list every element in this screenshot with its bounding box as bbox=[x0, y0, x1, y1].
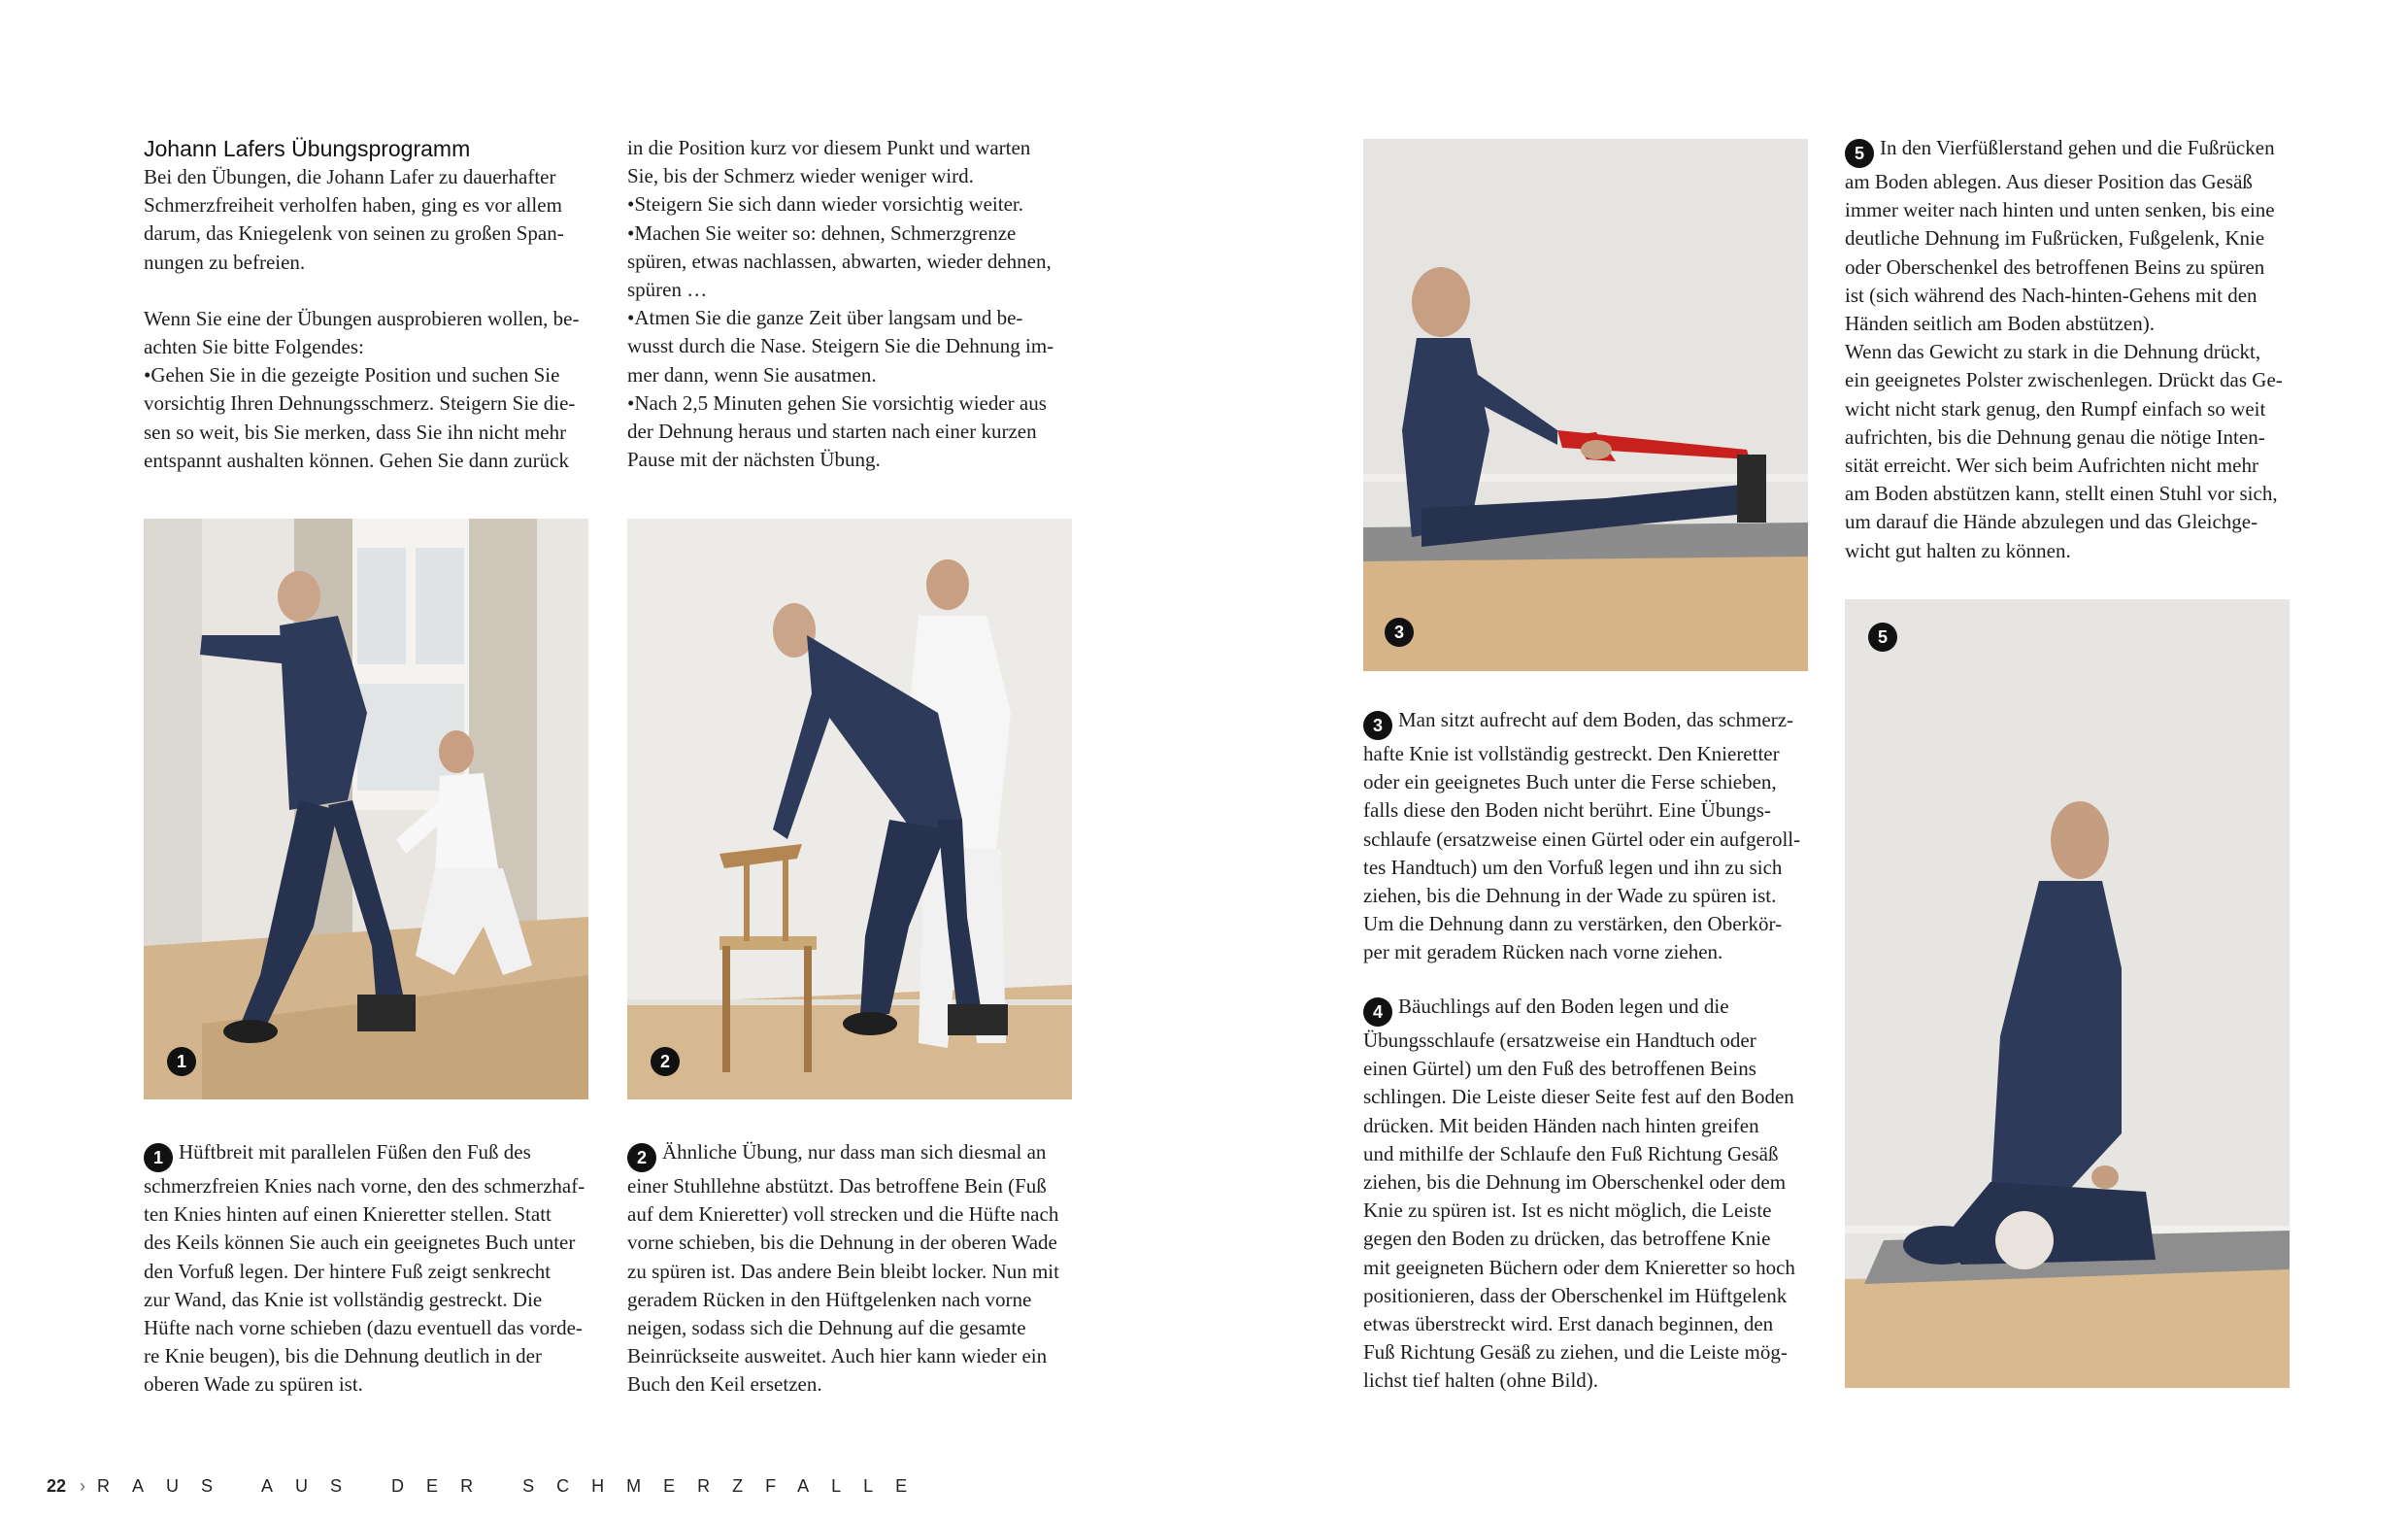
photo-3-illustration bbox=[1363, 139, 1808, 671]
section-heading: Johann Lafers Übungsprogramm bbox=[144, 136, 471, 161]
bullet-item: •Gehen Sie in die gezeigte Position und suchen Sie vorsichtig Ihren Dehnungsschmerz. Steigern Sie die- sen so weit, bis Sie merken, dass Sie ihn nicht mehr entspannt aushalten können. Gehen Sie dann zurück bbox=[144, 363, 576, 472]
bullet-item: •Steigern Sie sich dann wieder vorsichtig weiter. bbox=[627, 192, 1024, 217]
footer-separator: › bbox=[80, 1476, 86, 1496]
intro-paragraph: Bei den Übungen, die Johann Lafer zu dauerhafter Schmerzfreiheit verholfen haben, ging es vor allem darum, das Kniegelenk von seinen zu großen Span- nungen zu befreien. bbox=[144, 165, 564, 274]
exercise-number-badge: 5 bbox=[1845, 139, 1874, 168]
intro-column bbox=[144, 134, 585, 475]
exercise-number-badge: 3 bbox=[1363, 711, 1392, 740]
exercise-photo-5 bbox=[1845, 599, 2290, 1388]
page-number: 22 bbox=[47, 1476, 67, 1496]
photo-number-badge: 2 bbox=[651, 1047, 680, 1076]
instructions-column-2: in die Position kurz vor diesem Punkt und warten Sie, bis der Schmerz wieder weniger wird. •Steigern Sie sich dann wieder vorsichtig weiter. •Machen Sie weiter so: dehnen, Schmerzgrenze spüren, etwas nachlassen, abwarten, wieder dehnen, spüren … •Atmen Sie die ganze Zeit über langsam und be- wusst durch die Nase. Steigern Sie die Dehnung im- mer dann, wenn Sie ausatmen. •Nach 2,5 Minuten gehen Sie vorsichtig wieder aus der Dehnung heraus und starten nach einer kurzen Pause mit der nächsten Übung. bbox=[627, 134, 1074, 474]
exercise-2-caption: 2 Ähnliche Übung, nur dass man sich diesmal an einer Stuhllehne abstützt. Das betroffene Bein (Fuß auf dem Knieretter) voll strecken und die Hüfte nach vorne schieben, bis die Dehnung in der oberen Wade zu spüren ist. Das andere Bein bleibt locker. Nun mit geradem Rücken in den Hüftgelenken nach vorne neigen, sodass sich die Dehnung auf die gesamte Beinrückseite ausweitet. Auch hier kann wieder ein Buch den Keil ersetzen. bbox=[627, 1140, 1059, 1397]
photo-5-illustration bbox=[1845, 599, 2290, 1388]
exercise-number-badge: 4 bbox=[1363, 997, 1392, 1027]
instructions-paragraph: Wenn Sie eine der Übungen ausprobieren wollen, be- achten Sie bitte Folgendes: bbox=[144, 306, 580, 359]
exercise-photo-3 bbox=[1363, 139, 1808, 671]
bullet-glyph: • bbox=[144, 363, 151, 388]
page-footer bbox=[47, 1476, 929, 1497]
photo-number-badge: 5 bbox=[1868, 623, 1897, 652]
exercise-4-caption: 4 Bäuchlings auf den Boden legen und die Übungsschlaufe (ersatzweise ein Handtuch oder einen Gürtel) um den Fuß des betroffenen Beins schlingen. Die Leiste dieser Seite fest auf den Boden drücken. Mit beiden Händen nach hinten greifen und mithilfe der Schlaufe den Fuß Richtung Gesäß ziehen, bis die Dehnung im Oberschenkel oder dem Knie zu spüren ist. Ist es nicht möglich, die Leiste gegen den Boden zu drücken, das betroffene Knie mit geeigneten Büchern oder dem Knieretter so hoch positionieren, dass der Oberschenkel im Hüftgelenk etwas überstreckt wird. Erst danach beginnen, den Fuß Richtung Gesäß zu ziehen, und die Leiste mög- lichst tief halten (ohne Bild). bbox=[1363, 995, 1795, 1393]
exercise-photo-2 bbox=[627, 519, 1072, 1099]
bullet-item: •Machen Sie weiter so: dehnen, Schmerzgrenze spüren, etwas nachlassen, abwarten, wieder dehnen, spüren … bbox=[627, 220, 1052, 302]
exercise-photo-1 bbox=[144, 519, 588, 1099]
photo-number-badge: 1 bbox=[167, 1047, 196, 1076]
exercise-3-caption: 3 Man sitzt aufrecht auf dem Boden, das schmerz- hafte Knie ist vollständig gestreckt. Den Knieretter oder ein geeignetes Buch unter die Ferse schieben, falls diese den Boden nicht berührt. Eine Übungs- schlaufe (ersatzweise einen Gürtel oder ein aufgeroll- tes Handtuch) um den Vorfuß legen und ihn zu sich ziehen, bis die Dehnung in der Wade zu spüren ist. Um die Dehnung dann zu verstärken, den Oberkör- per mit geradem Rücken nach vorne ziehen. bbox=[1363, 708, 1801, 964]
bullet-item: •Atmen Sie die ganze Zeit über langsam und be- wusst durch die Nase. Steigern Sie die Dehnung im- mer dann, wenn Sie ausatmen. bbox=[627, 306, 1054, 387]
exercise-5-caption: 5 In den Vierfüßlerstand gehen und die Fußrücken am Boden ablegen. Aus dieser Position das Gesäß immer weiter nach hinten und unten senken, bis eine deutliche Dehnung im Fußrücken, Fußgelenk, Knie oder Oberschenkel des betroffenen Beins zu spüren ist (sich während des Nach-hinten-Gehens mit den Händen seitlich am Boden abstützen). Wenn das Gewicht zu stark in die Dehnung drückt, ein geeignetes Polster zwischenlegen. Drückt das Ge- wicht nicht stark genug, den Rumpf einfach so weit aufrichten, bis die Dehnung genau die nötige Inten- sität erreicht. Wer sich beim Aufrichten nicht mehr am Boden abstützen kann, stellt einen Stuhl vor sich, um darauf die Hände abzulegen und das Gleichge- wicht gut halten zu können. bbox=[1845, 136, 2283, 562]
exercise-number-badge: 1 bbox=[144, 1143, 173, 1172]
photo-2-illustration bbox=[627, 519, 1072, 1099]
exercise-1-caption: 1 Hüftbreit mit parallelen Füßen den Fuß des schmerzfreien Knies nach vorne, den des schmerzhaf- ten Knies hinten auf einen Knieretter stellen. Statt des Keils können Sie auch ein geeignetes Buch unter den Vorfuß legen. Der hintere Fuß zeigt senkrecht zur Wand, das Knie ist vollständig gestreckt. Die Hüfte nach vorne schieben (dazu eventuell das vorde- re Knie beugen), bis die Dehnung deutlich in der oberen Wade zu spüren ist. bbox=[144, 1140, 585, 1397]
bullet-item: •Nach 2,5 Minuten gehen Sie vorsichtig wieder aus der Dehnung heraus und starten nach einer kurzen Pause mit der nächsten Übung. bbox=[627, 390, 1047, 472]
photo-1-illustration bbox=[144, 519, 588, 1099]
exercise-number-badge: 2 bbox=[627, 1143, 656, 1172]
running-title: RAUS AUS DER SCHMERZFALLE bbox=[97, 1476, 930, 1496]
photo-number-badge: 3 bbox=[1385, 618, 1414, 647]
